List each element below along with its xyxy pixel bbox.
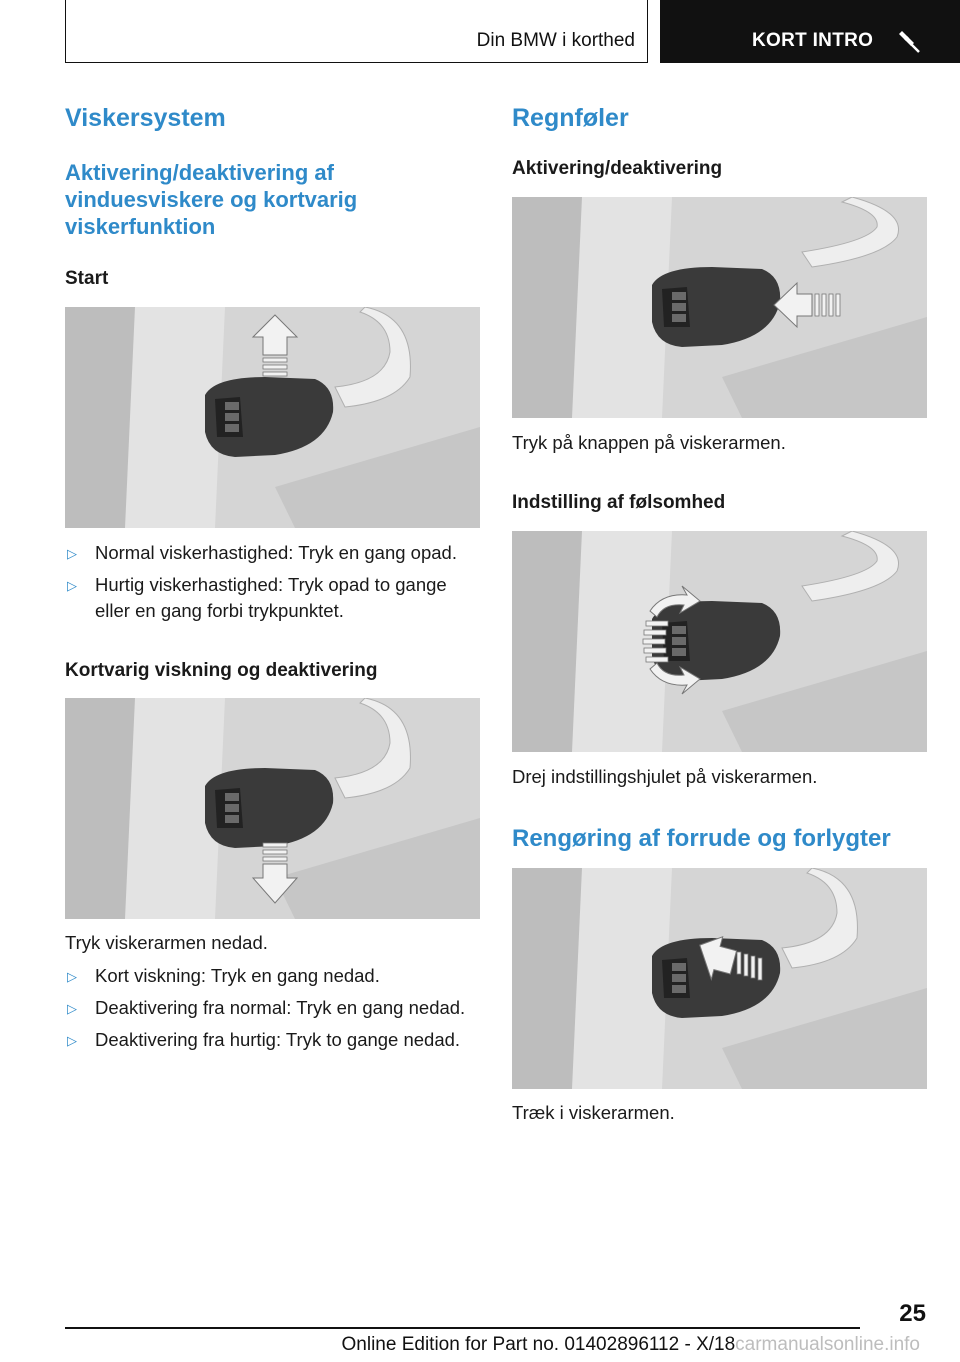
sensitivity-text: Drej indstillingshjulet på viskerarmen. [512, 766, 818, 787]
brief-bullet-item [65, 963, 480, 989]
header-section-title: Din BMW i korthed [476, 30, 635, 51]
activation-subtitle-line: vinduesviskere og kortvarig [65, 187, 358, 212]
washer-pull-figure [512, 868, 927, 1089]
brief-wipe-heading: Kortvarig viskning og deaktivering [65, 660, 378, 681]
start-bullet-item [65, 572, 480, 624]
brief-bullet-item [65, 995, 480, 1021]
bullet-triangle-icon: ▷ [67, 546, 77, 561]
start-heading: Start [65, 268, 109, 289]
activation-subtitle [65, 159, 357, 240]
start-bullet-text-line: eller en gang forbi trykpunktet. [95, 600, 344, 621]
wiper-stalk-up-figure [65, 307, 480, 528]
brief-bullet-item [65, 1027, 480, 1053]
footer-rule [65, 1327, 860, 1329]
header-section-box [65, 0, 648, 63]
header-chapter-title: KORT INTRO [752, 30, 874, 51]
brief-bullet-text: Kort viskning: Tryk en gang nedad. [95, 965, 380, 986]
rain-sensor-button-figure [512, 197, 927, 418]
footer-watermark: carmanualsonline.info [735, 1334, 920, 1355]
start-bullet-item [65, 540, 480, 566]
regnfoler-title: Regnføler [512, 104, 629, 132]
header-chapter-box [660, 0, 960, 63]
brief-bullet-text: Deaktivering fra hurtig: Tryk to gange nedad. [95, 1029, 461, 1050]
cleaning-title: Rengøring af forrude og forlygter [512, 825, 891, 852]
bullet-triangle-icon: ▷ [67, 578, 77, 593]
cleaning-text: Træk i viskerarmen. [512, 1102, 675, 1123]
sensitivity-heading: Indstilling af følsomhed [512, 492, 726, 513]
bullet-triangle-icon: ▷ [67, 1033, 77, 1048]
footer-edition-text: Online Edition for Part no. 01402896112 - X/18 [341, 1334, 736, 1355]
bullet-triangle-icon: ▷ [67, 1001, 77, 1016]
pushpin-icon [896, 28, 922, 54]
footer-edition [340, 1334, 920, 1356]
viskersystem-title: Viskersystem [65, 104, 226, 132]
brief-wipe-text: Tryk viskerarmen nedad. [65, 932, 268, 953]
page-number: 25 [899, 1300, 926, 1327]
start-bullet-text: Normal viskerhastighed: Tryk en gang opad. [95, 542, 457, 563]
bullet-triangle-icon: ▷ [67, 969, 77, 984]
sensitivity-wheel-figure [512, 531, 927, 752]
start-bullet-text-line: Hurtig viskerhastighed: Tryk opad to gange [95, 574, 447, 595]
brief-bullet-text: Deaktivering fra normal: Tryk en gang nedad. [95, 997, 466, 1018]
activation-subtitle-line: viskerfunktion [65, 214, 216, 239]
rain-activation-text: Tryk på knappen på viskerarmen. [512, 432, 786, 453]
rain-activation-heading: Aktivering/deaktivering [512, 158, 723, 179]
wiper-stalk-down-figure [65, 698, 480, 919]
activation-subtitle-line: Aktivering/deaktivering af [65, 160, 334, 185]
